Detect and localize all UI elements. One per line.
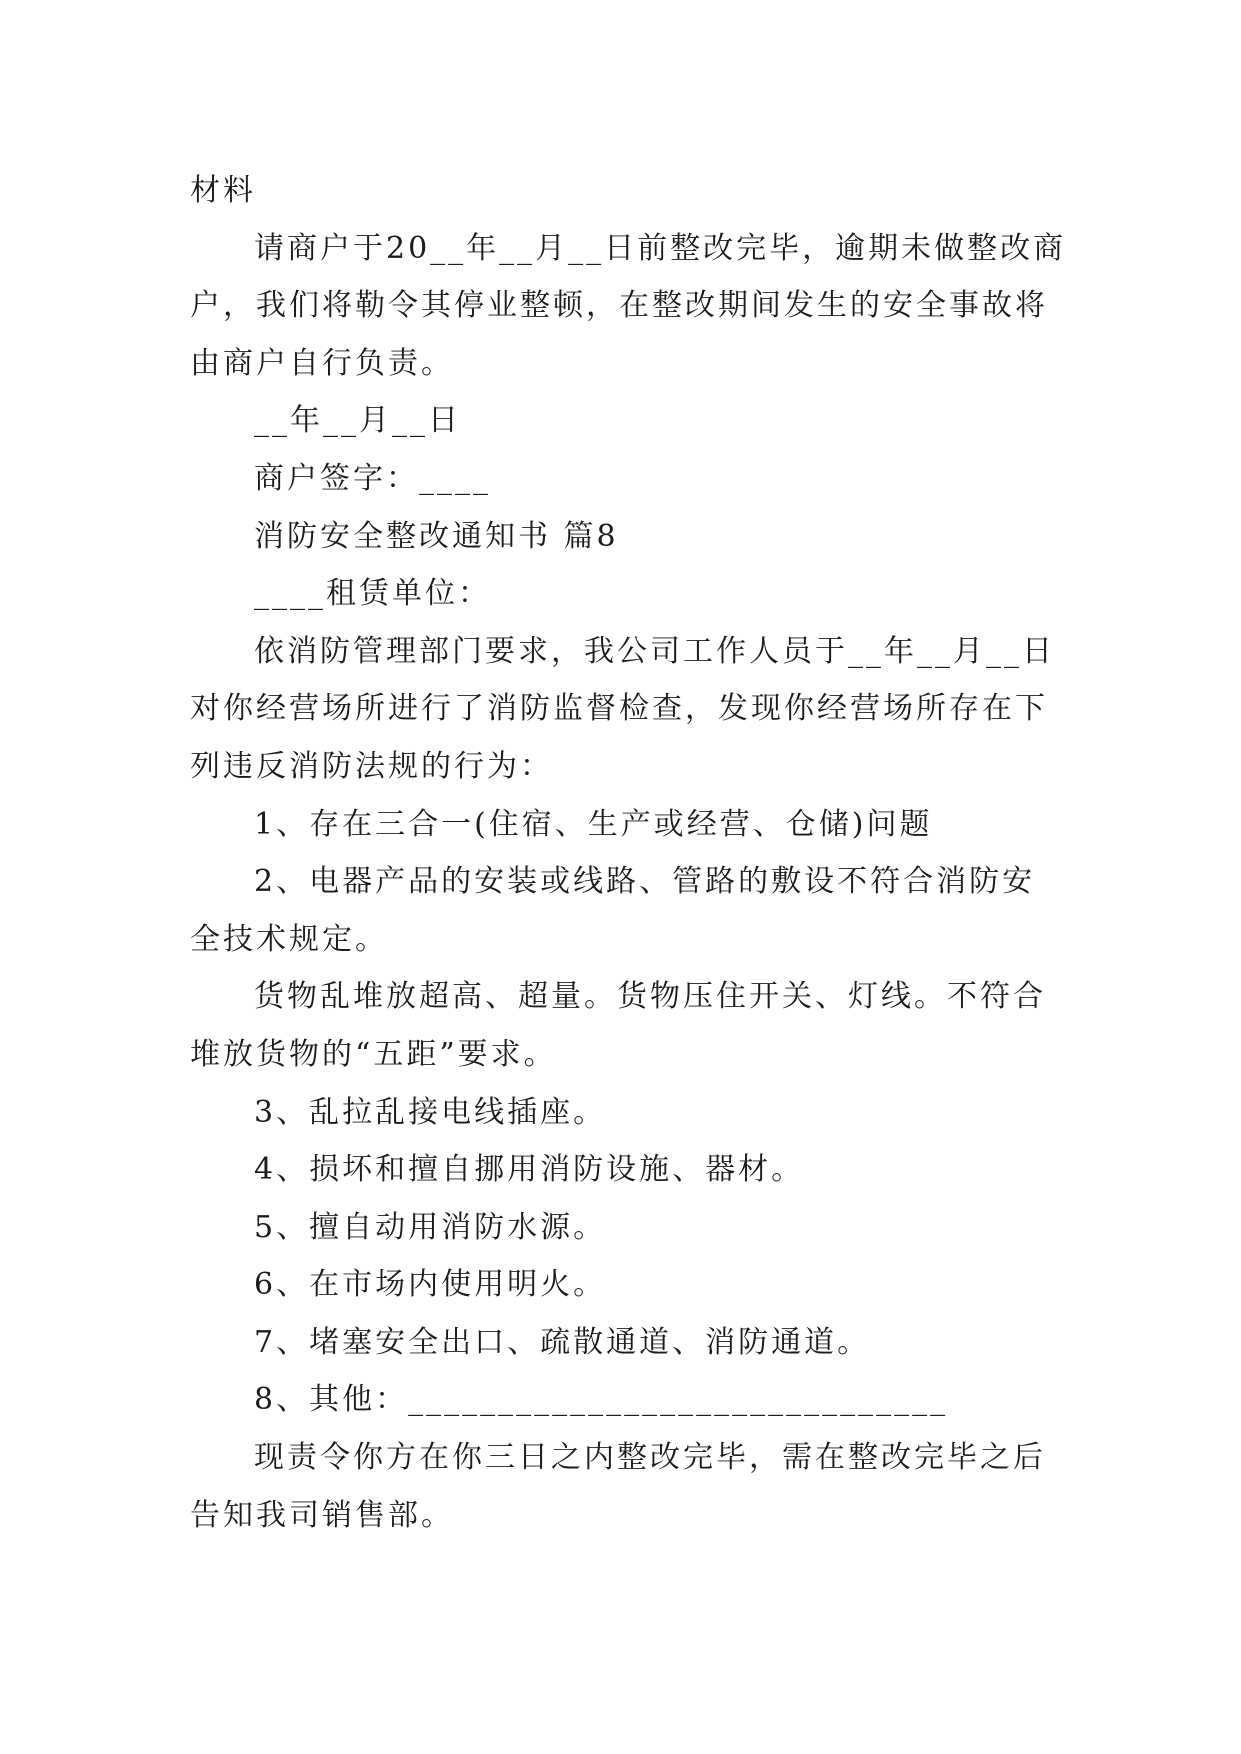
merchant-signature-line: 商户签字：____ — [254, 460, 491, 496]
text-line: 户，我们将勒令其停业整顿，在整改期间发生的安全事故将 — [190, 288, 1048, 324]
text-line: 列违反消防法规的行为： — [190, 748, 553, 784]
text-line: 依消防管理部门要求，我公司工作人员于__年__月__日 — [254, 633, 1055, 669]
text-line: 材料 — [190, 173, 256, 208]
text-line: 堆放货物的“五距”要求。 — [190, 1036, 557, 1072]
text-line: 货物乱堆放超高、超量。货物压住开关、灯线。不符合 — [254, 979, 1046, 1015]
text-line: 现责令你方在你三日之内整改完毕，需在整改完毕之后 — [254, 1440, 1046, 1476]
list-item: 7、堵塞安全出口、疏散通道、消防通道。 — [254, 1324, 871, 1360]
list-item: 4、损坏和擅自挪用消防设施、器材。 — [254, 1152, 805, 1188]
list-item-continuation: 全技术规定。 — [190, 921, 388, 957]
addressee-line: ____租赁单位： — [254, 576, 491, 612]
list-item: 3、乱拉乱接电线插座。 — [254, 1094, 607, 1130]
text-line: 告知我司销售部。 — [190, 1497, 454, 1533]
section-title: 消防安全整改通知书 篇8 — [254, 518, 619, 554]
list-item-other: 8、其他：______________________________ — [254, 1382, 949, 1418]
list-item: 2、电器产品的安装或线路、管路的敷设不符合消防安 — [254, 864, 1036, 900]
document-body — [190, 162, 1067, 1544]
list-item: 1、存在三合一(住宿、生产或经营、仓储)问题 — [254, 806, 933, 842]
text-line: 由商户自行负责。 — [190, 345, 454, 381]
list-item: 5、擅自动用消防水源。 — [254, 1209, 607, 1245]
list-item: 6、在市场内使用明火。 — [254, 1267, 607, 1303]
text-line: 对你经营场所进行了消防监督检查，发现你经营场所存在下 — [190, 691, 1048, 727]
text-line: 请商户于20__年__月__日前整改完毕，逾期未做整改商 — [254, 230, 1067, 266]
date-blank-line: __年__月__日 — [254, 403, 461, 439]
